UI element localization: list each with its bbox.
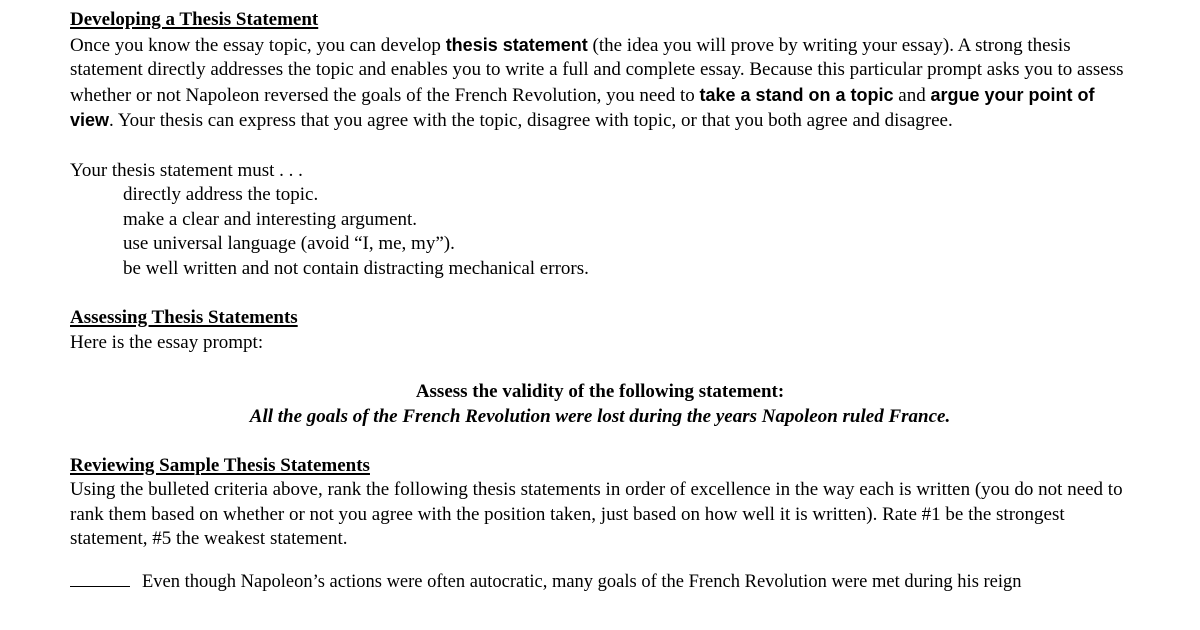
prompt-intro: Here is the essay prompt: <box>70 331 264 353</box>
rank-blank-line[interactable] <box>70 568 130 587</box>
bold-term-thesis-statement: thesis statement <box>445 34 588 55</box>
document-page <box>70 8 1130 595</box>
ranking-instructions: Using the bulleted criteria above, rank the following thesis statements in order of excellence in the way each is written (you do not need to rank them based on whether or not you agree with the position taken, just based on how well it is written). Rate #1 be the strongest statement, #5 the weakest statement. <box>70 479 1123 550</box>
text-run: and <box>893 84 931 106</box>
criteria-item: directly address the topic. <box>123 184 319 206</box>
text-run: (the idea you will prove by writing your essay). A strong thesis statement directly addresses the topic and enables you to write a full and complete essay. Because this particular prompt asks you to assess whether or not Napoleon reversed the goals of the French Revolution, you need to <box>70 34 1124 106</box>
essay-prompt-label: Assess the validity of the following statement: <box>415 380 785 402</box>
thesis-sample-text: Even though Napoleon’s actions were often autocratic, many goals of the French Revolution were met during his reign <box>142 572 1022 593</box>
bold-term-take-a-stand: take a stand on a topic <box>699 84 894 105</box>
bold-term-argue-point-of-view: argue your point of view <box>70 84 1095 131</box>
essay-prompt-statement: All the goals of the French Revolution were lost during the years Napoleon ruled France. <box>249 405 951 427</box>
criteria-item: be well written and not contain distracting mechanical errors. <box>123 257 589 279</box>
thesis-sample-row <box>70 568 1130 595</box>
criteria-item: make a clear and interesting argument. <box>123 208 418 230</box>
thesis-explanation-paragraph <box>70 33 1130 134</box>
section-heading-reviewing-samples: Reviewing Sample Thesis Statements <box>70 454 370 476</box>
section-heading-developing-thesis: Developing a Thesis Statement <box>70 9 319 30</box>
text-run: Once you know the essay topic, you can develop <box>70 34 446 56</box>
text-run: . Your thesis can express that you agree with the topic, disagree with topic, or that you both agree and disagree. <box>109 110 953 132</box>
section-heading-assessing-thesis: Assessing Thesis Statements <box>70 307 298 329</box>
criteria-item: use universal language (avoid “I, me, my”). <box>123 233 455 255</box>
criteria-intro: Your thesis statement must . . . <box>70 159 303 181</box>
